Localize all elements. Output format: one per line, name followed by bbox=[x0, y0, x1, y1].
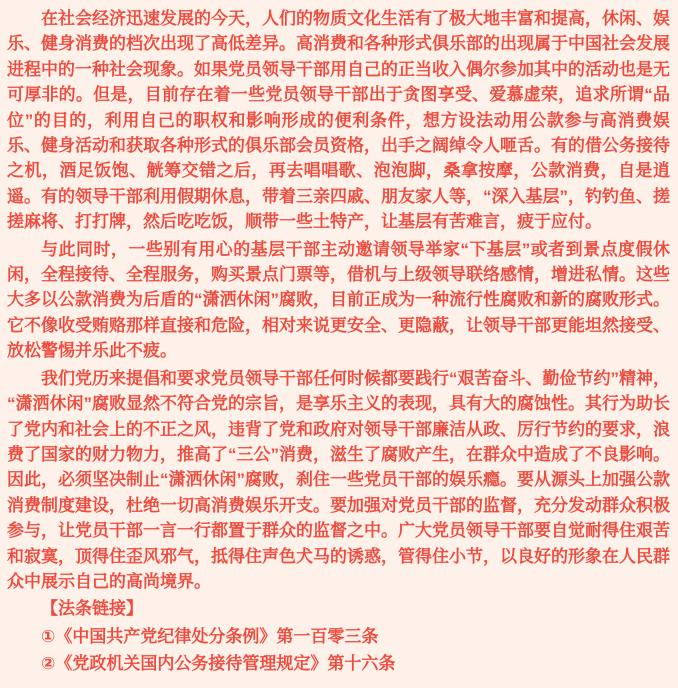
paragraph-2: 与此同时，一些别有用心的基层干部主动邀请领导举家“下基层”或者到景点度假休闲，全程接待、全程服务，购买景点门票等，借机与上级领导联络感情，增进私情。这些大多以公款消费为后盾的“潇洒休闲”腐败，目前正成为一种流行性腐败和新的腐败形式。它不像收受贿赂那样直接和危险，相对来说更安全、更隐蔽，让领导干部更能坦然接受、放松警惕并乐此不疲。 bbox=[7, 239, 670, 361]
legal-link-item-1: ①《中国共产党纪律处分条例》第一百零三条 bbox=[41, 626, 379, 646]
paragraph-1: 在社会经济迅速发展的今天，人们的物质文化生活有了极大地丰富和提高，休闲、娱乐、健身消费的档次出现了高低差异。高消费和各种形式俱乐部的出现属于中国社会发展进程中的一种社会现象。如果党员领导干部用自己的正当收入偶尔参加其中的活动也是无可厚非的。但是，目前存在着一些党员领导干部出于贪图享受、爱慕虚荣，追求所谓“品位”的目的，利用自己的职权和影响形成的便利条件，想方设法动用公款参与高消费娱乐、健身活动和获取各种形式的俱乐部会员资格，出手之阔绰令人咂舌。有的借公务接待之机，酒足饭饱、觥筹交错之后，再去唱唱歌、泡泡脚，桑拿按摩，公款消费，自是逍遥。有的领导干部利用假期休息，带着三亲四戚、朋友家人等，“深入基层”，钓钓鱼、搓搓麻将、打打牌，然后吃吃饭，顺带一些土特产，让基层有苦难言，疲于应付。 bbox=[7, 9, 670, 232]
legal-links-header: 【法条链接】 bbox=[41, 599, 143, 619]
paragraph-3: 我们党历来提倡和要求党员领导干部任何时候都要践行“艰苦奋斗、勤俭节约”精神，“潇洒休闲”腐败显然不符合党的宗旨，是享乐主义的表现，具有大的腐蚀性。其行为助长了党内和社会上的不正之风，违背了党和政府对领导干部廉洁从政、厉行节约的要求，浪费了国家的财力物力，推高了“三公”消费，滋生了腐败产生，在群众中造成了不良影响。因此，必须坚决制止“潇洒休闲”腐败，刹住一些党员干部的娱乐瘾。要从源头上加强公款消费制度建设，杜绝一切高消费娱乐开支。要加强对党员干部的监督，充分发动群众积极参与，让党员干部一言一行都置于群众的监督之中。广大党员领导干部要自觉耐得住艰苦和寂寞，顶得住歪风邪气，抵得住声色犬马的诱惑，管得住小节，以良好的形象在人民群众中展示自己的高尚境界。 bbox=[7, 368, 670, 591]
legal-link-item-2: ②《党政机关国内公务接待管理规定》第十六条 bbox=[41, 654, 396, 674]
